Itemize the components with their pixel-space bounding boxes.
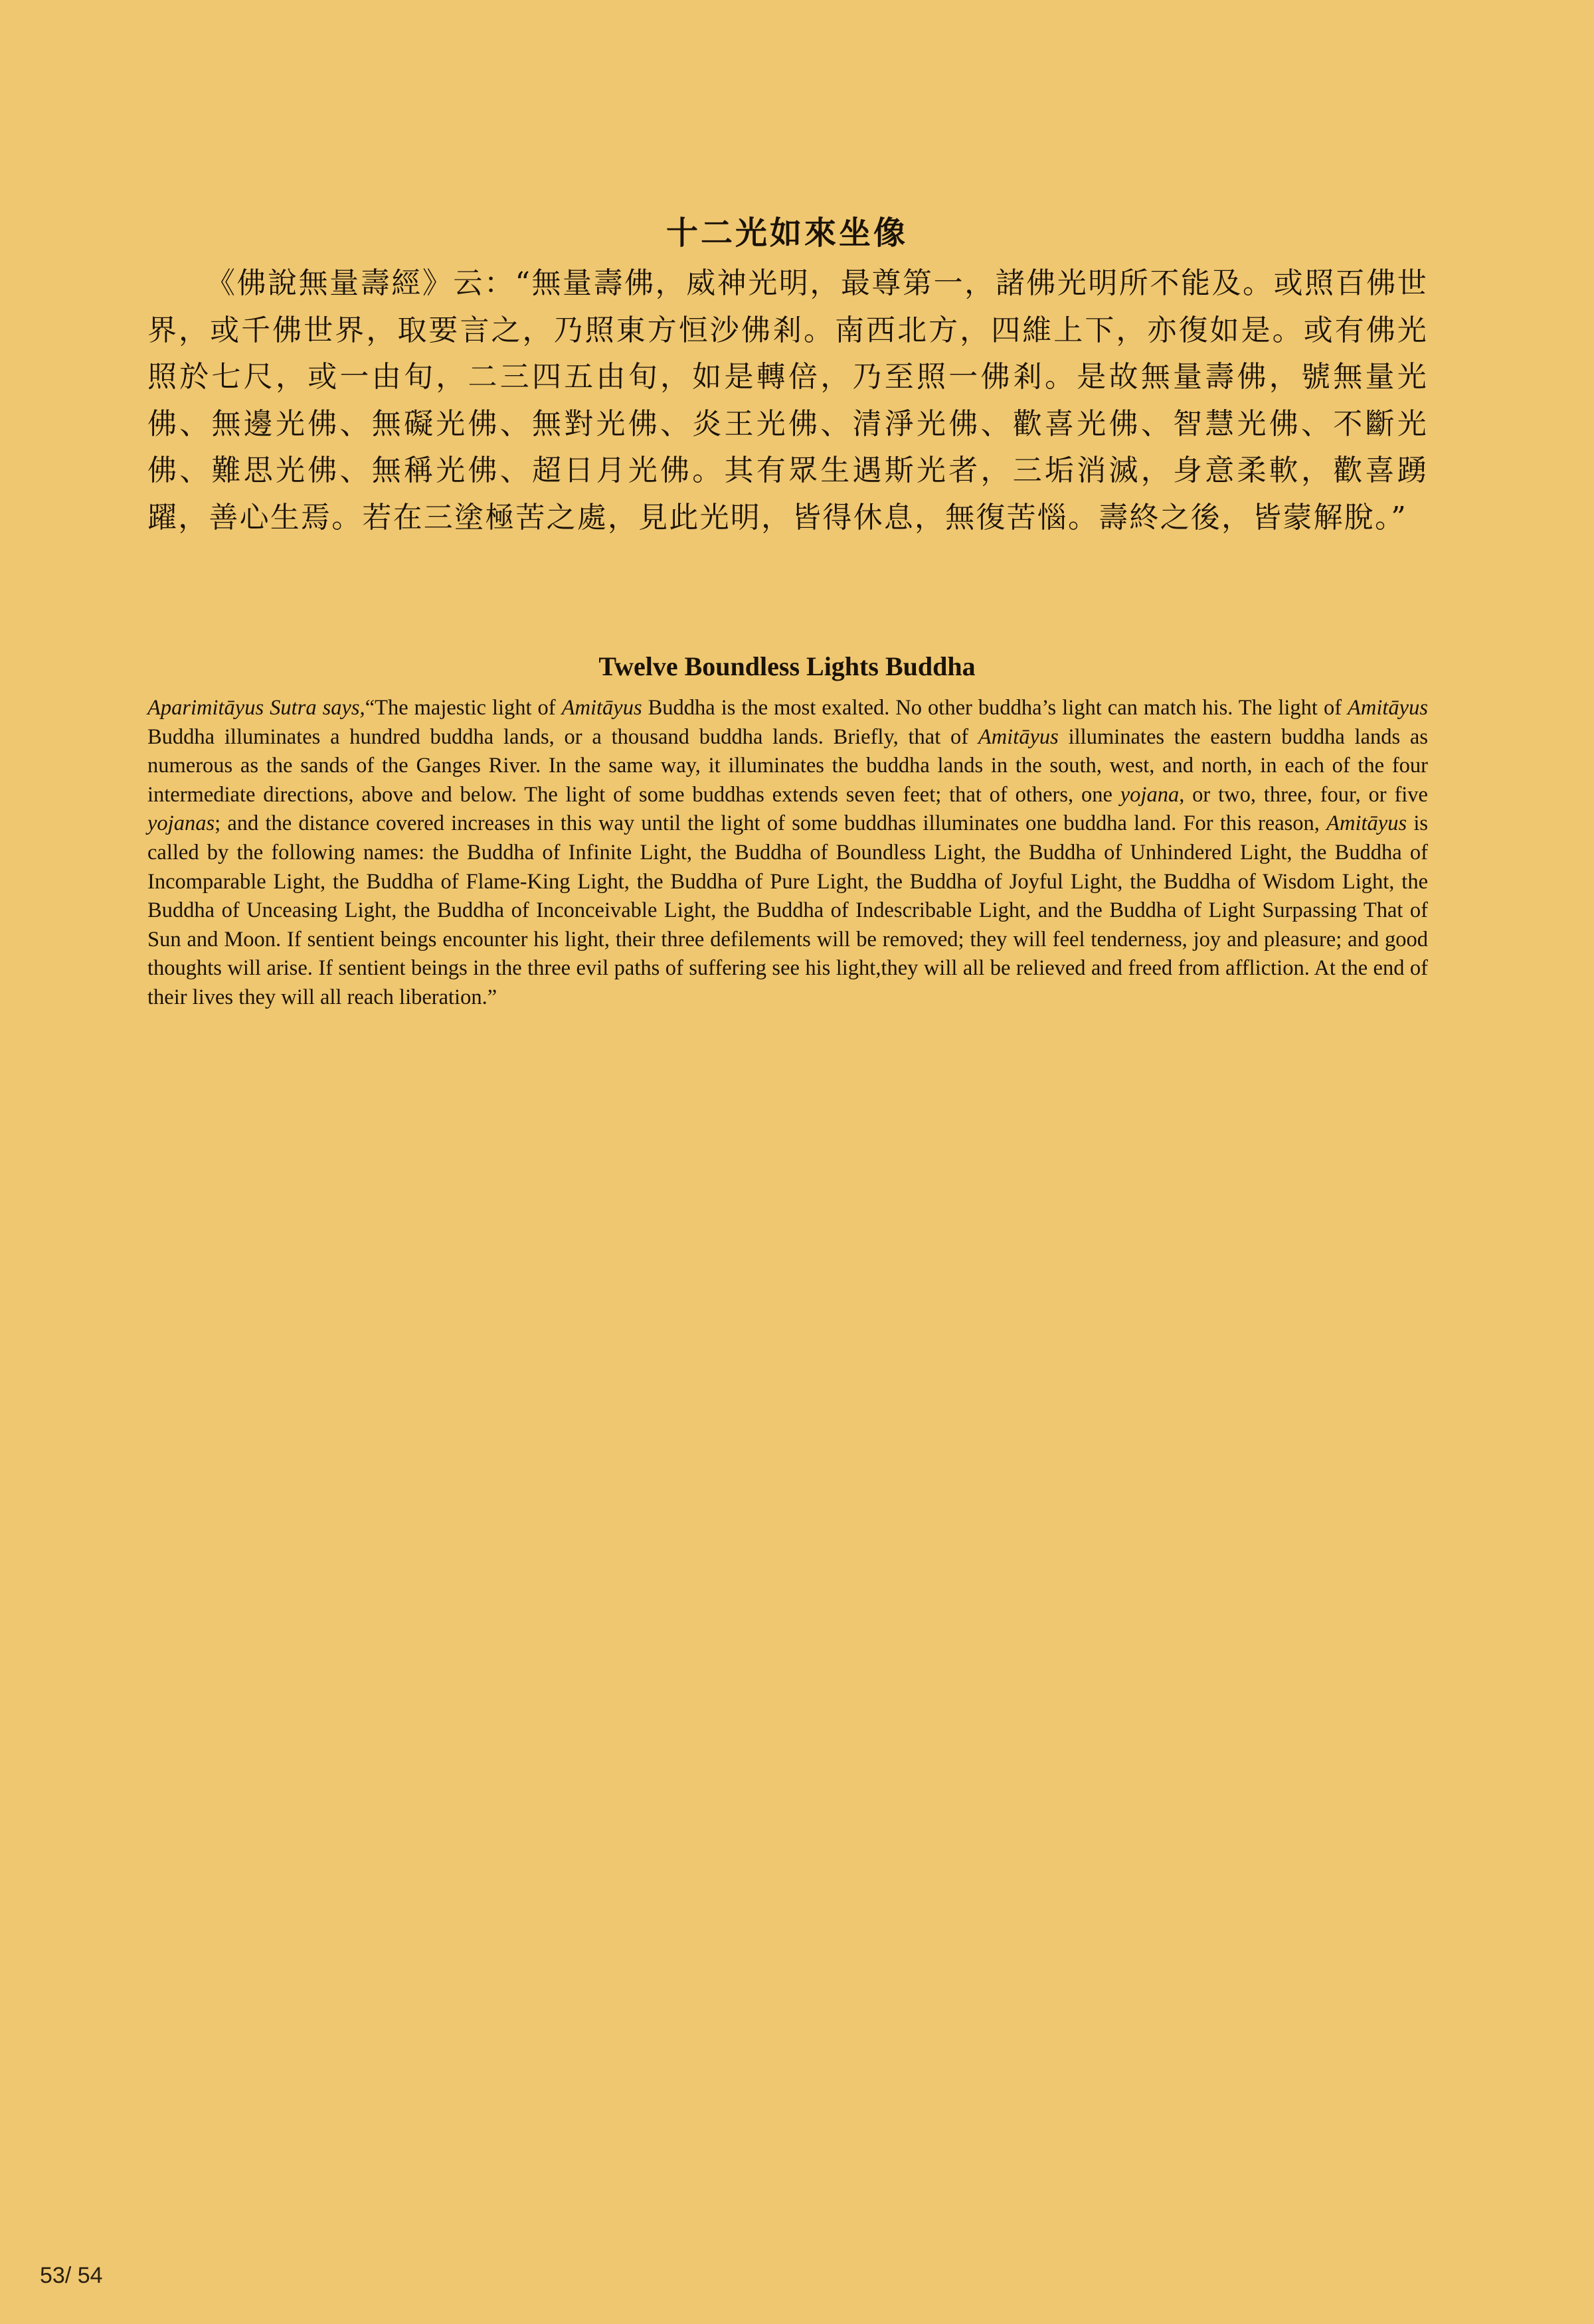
english-segment: ; and the distance covered increases in this way until the light of some buddhas illuminates one buddha land. For this reason, [215, 811, 1327, 836]
english-segment: “The majestic light of [365, 696, 562, 720]
english-segment: Buddha is the most exalted. No other buddha’s light can match his. The light of [642, 696, 1348, 720]
english-title: Twelve Boundless Lights Buddha [598, 651, 976, 681]
english-segment: illuminates the eastern buddha lands as numerous as the sands of the Ganges River. In the same way, it illuminates the buddha lands in the south, west, and north, in each of the four intermediate directions, above and below. The light of some buddhas extends seven feet; that of others, one [147, 724, 1428, 807]
english-segment: Buddha illuminates a hundred buddha lands, or a thousand buddha lands. Briefly, that of [147, 724, 978, 749]
chinese-body: 《佛說無量壽經》云：“無量壽佛，威神光明，最尊第一，諸佛光明所不能及。或照百佛世界，或千佛世界，取要言之，乃照東方恒沙佛剎。南西北方，四維上下，亦復如是。或有佛光照於七尺，或一由旬，二三四五由旬，如是轉倍，乃至照一佛剎。是故無量壽佛，號無量光佛、無邊光佛、無礙光佛、無對光佛、炎王光佛、清淨光佛、歡喜光佛、智慧光佛、不斷光佛、難思光佛、無稱光佛、超日月光佛。其有眾生遇斯光者，三垢消滅，身意柔軟，歡喜踴躍，善心生焉。若在三塗極苦之處，見此光明，皆得休息，無復苦惱。壽終之後，皆蒙解脫。” [147, 266, 1428, 535]
english-segment: , or two, three, four, or five [1179, 782, 1428, 807]
english-segment: Aparimitāyus Sutra says, [147, 696, 365, 720]
english-segment: Amitāyus [561, 696, 642, 720]
page-number: 53/ 54 [40, 2263, 103, 2288]
english-segment: yojana [1120, 782, 1180, 807]
english-segment: Amitāyus [1326, 811, 1407, 836]
chinese-title: 十二光如來坐像 [665, 214, 908, 252]
english-segment: yojanas [147, 811, 215, 836]
english-segment: Amitāyus [1348, 696, 1429, 720]
english-segment: is called by the following names: the Buddha of Infinite Light, the Buddha of Boundless Light, the Buddha of Unhindered Light, the Buddha of Incomparable Light, the Buddha of Flame-King Light, the Buddha of Pure Light, the Buddha of Joyful Light, the Buddha of Wisdom Light, the Buddha of Unceasing Light, the Buddha of Inconceivable Light, the Buddha of Indescribable Light, and the Buddha of Light Surpassing That of Sun and Moon. If sentient beings encounter his light, their three defilements will be removed; they will feel tenderness, joy and pleasure; and good thoughts will arise. If sentient beings in the three evil paths of suffering see his light,they will all be relieved and freed from affliction. At the end of their lives they will all reach liberation.” [147, 811, 1428, 1009]
english-segment: Amitāyus [978, 724, 1059, 749]
english-body [147, 694, 1428, 1013]
